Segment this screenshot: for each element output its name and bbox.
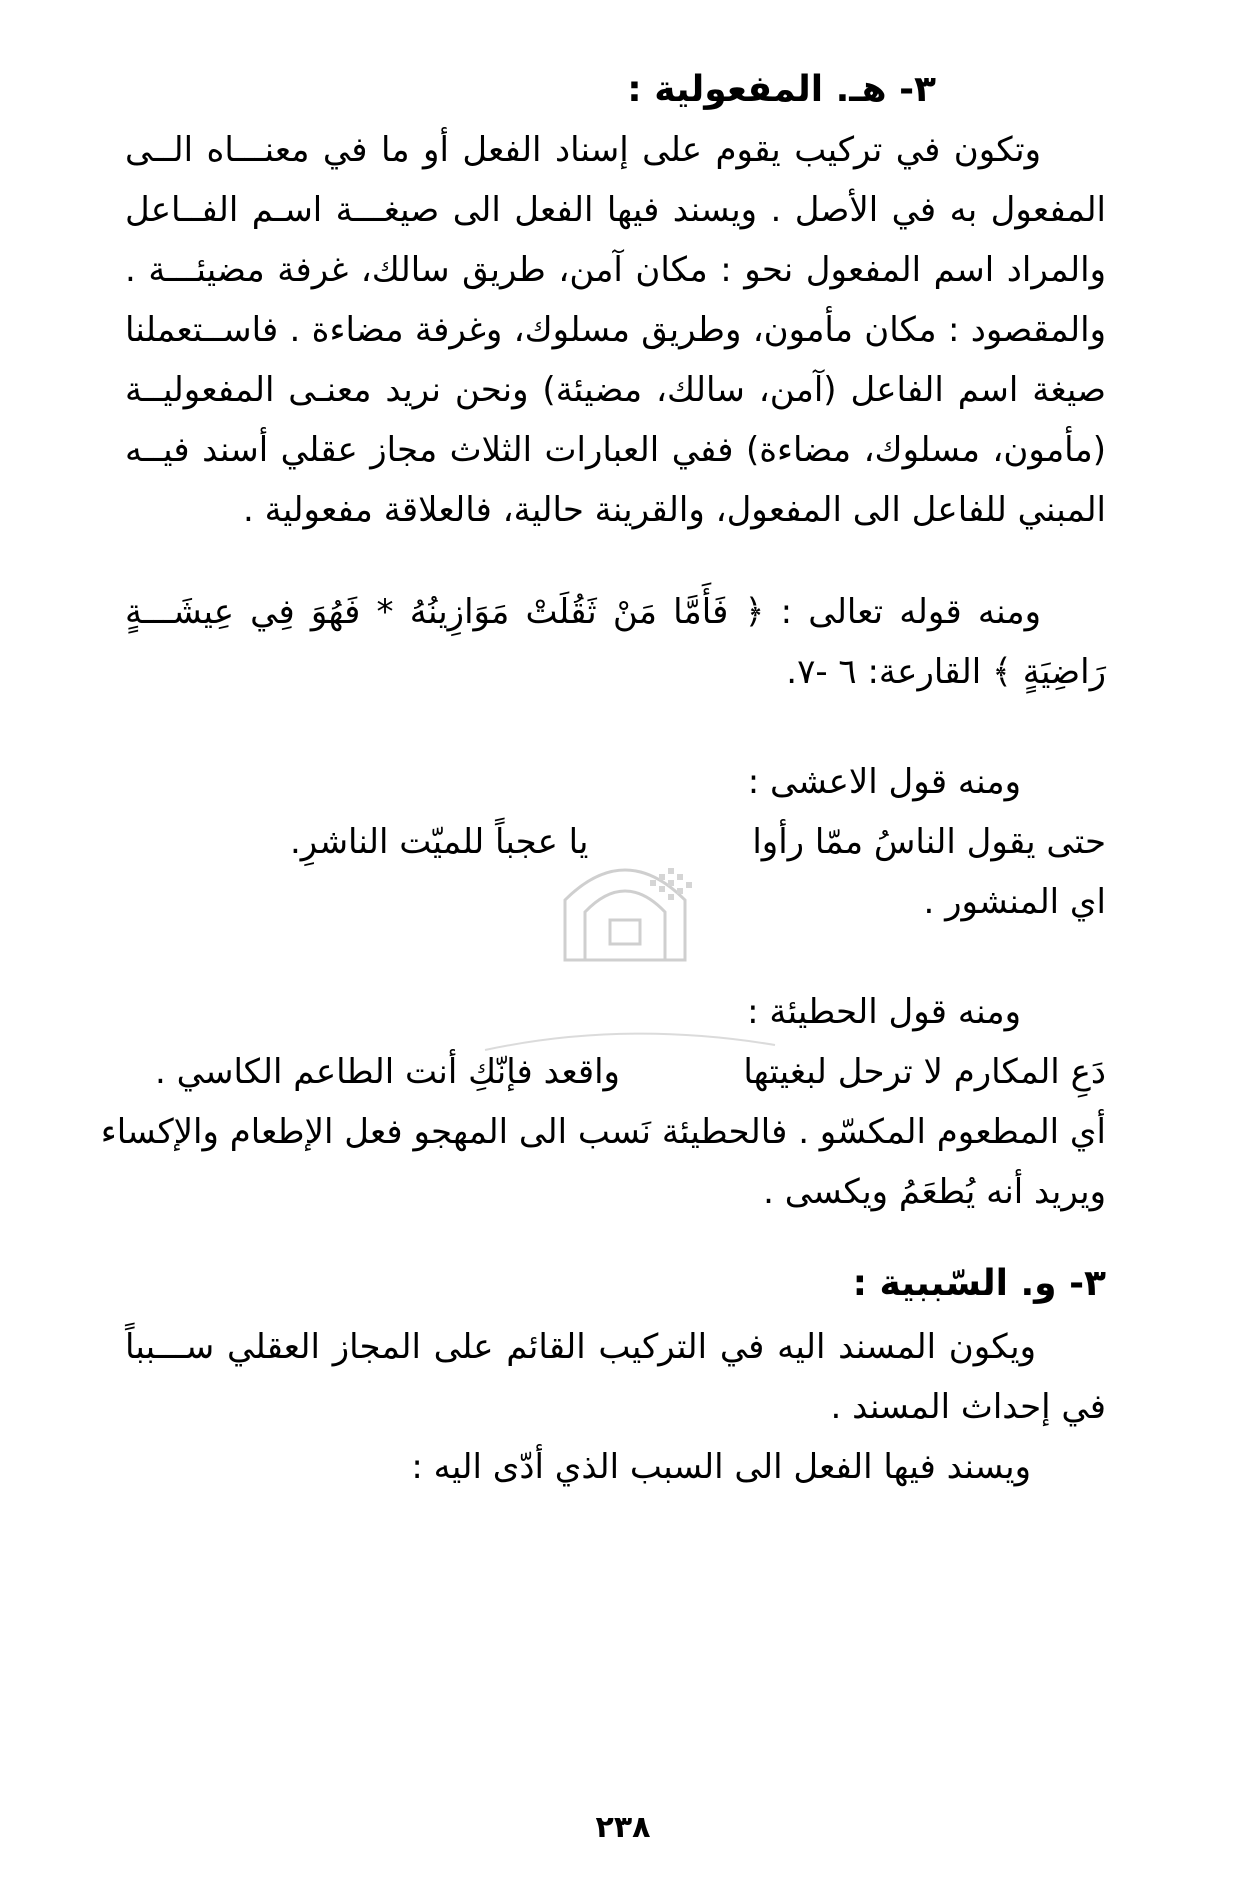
paragraph-line: المفعول به في الأصل . ويسند فيها الفعل الى صيغـــة اسـم الفــاعل <box>125 190 1106 230</box>
section-heading-sababiyya: ٣- و. السّببية : <box>852 1263 1106 1304</box>
paragraph-line: ويكون المسند اليه في التركيب القائم على المجاز العقلي ســـبباً <box>125 1327 1036 1367</box>
asha-note: اي المنشور . <box>923 882 1106 922</box>
asha-intro: ومنه قول الاعشى : <box>747 762 1021 802</box>
hutay-verse-second-hemistich: واقعد فإنّكِ أنت الطاعم الكاسي . <box>155 1052 620 1092</box>
paragraph-line: والمراد اسم المفعول نحو : مكان آمن، طريق سالك، غرفة مضيئـــة . <box>125 250 1106 290</box>
paragraph-line: المبني للفاعل الى المفعول، والقرينة حالية، فالعلاقة مفعولية . <box>243 490 1106 530</box>
hutay-explanation-line: ويريد أنه يُطعَمُ ويكسى . <box>763 1172 1106 1212</box>
quran-quote-line: ومنه قوله تعالى : ﴿ فَأَمَّا مَنْ ثَقُلَتْ مَوَازِينُهُ * فَهُوَ فِي عِيشَـــةٍ <box>125 592 1041 632</box>
page-number: ٢٣٨ <box>595 1810 651 1845</box>
paragraph-line: (مأمون، مسلوك، مضاءة) ففي العبارات الثلاث مجاز عقلي أسند فيــه <box>125 430 1106 470</box>
library-watermark-logo <box>445 820 805 1080</box>
quran-quote-line: رَاضِيَةٍ ﴾ القارعة: ٦ -٧. <box>786 652 1106 692</box>
paragraph-line: صيغة اسم الفاعل (آمن، سالك، مضيئة) ونحن نريد معنـى المفعوليــة <box>125 370 1106 410</box>
section-heading-maf3uliyya: ٣- هـ. المفعولية : <box>627 69 936 110</box>
asha-verse-first-hemistich: حتى يقول الناسُ ممّا رأوا <box>752 822 1106 862</box>
paragraph-line: ويسند فيها الفعل الى السبب الذي أدّى اليه : <box>411 1447 1031 1487</box>
hutay-intro: ومنه قول الحطيئة : <box>747 992 1021 1032</box>
paragraph-line: في إحداث المسند . <box>830 1387 1106 1427</box>
paragraph-line: وتكون في تركيب يقوم على إسناد الفعل أو ما في معنـــاه الــى <box>125 130 1041 170</box>
paragraph-line: والمقصود : مكان مأمون، وطريق مسلوك، وغرفة مضاءة . فاســتعملنا <box>125 310 1106 350</box>
hutay-explanation-line: أي المطعوم المكسّو . فالحطيئة نَسب الى المهجو فعل الإطعام والإكساء <box>100 1112 1106 1152</box>
hutay-verse-first-hemistich: دَعِ المكارم لا ترحل لبغيتها <box>743 1052 1106 1092</box>
asha-verse-second-hemistich: يا عجباً للميّت الناشرِ. <box>290 822 589 862</box>
